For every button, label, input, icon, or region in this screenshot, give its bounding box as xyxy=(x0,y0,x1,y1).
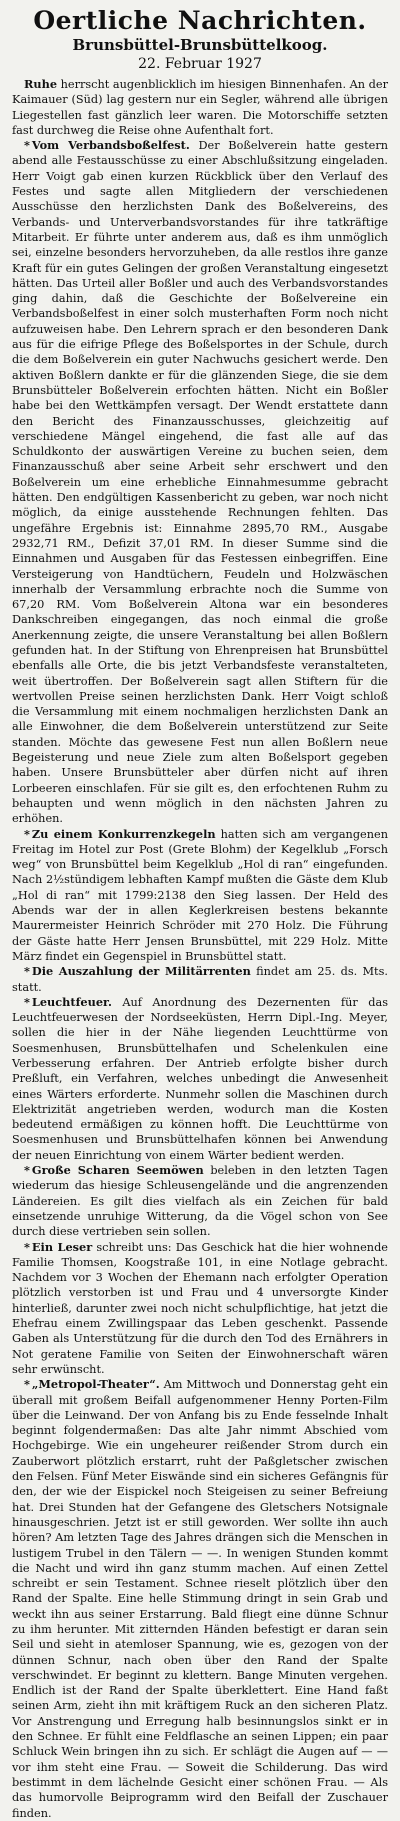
bullet-star: * xyxy=(24,826,30,841)
article-lead: Leuchtfeuer. xyxy=(31,994,112,1009)
article-lead: Zu einem Konkurrenzkegeln xyxy=(31,826,216,841)
article-text: hatten sich am vergangenen Freitag im Hotel zur Post (Grete Blohm) der Kegelklub „Forsch weg“ von Brunsbüttel beim Kegelklub „Hol di ran“ eingefunden. Nach 2½stündigem lebhaften Kampf mußten die Gäste dem Klub „Hol di ran“ mit 1799:2138 den Sieg lassen. Der Held des Abends war der in allen Keglerkreisen bestens bekannte Maurermeister Heinrich Schröder mit 270 Holz. Die Führung der Gäste hatte Herr Jensen Brunsbüttel, mit 229 Holz. Mitte März findet ein Gegenspiel in Brunsbüttel statt. xyxy=(12,827,388,963)
article-leuchtfeuer xyxy=(12,995,388,1163)
article-text: beleben in den letzten Tagen wiederum das hiesige Schleusengelände und die angrenzenden Ländereien. Es gilt dies vielfach als ein Zeichen für bald einsetzende unruhige Witterung, da die Vögel schon von See durch diese vertrieben sein sollen. xyxy=(12,1164,389,1239)
article-text: Auf Anordnung des Dezernenten für das Leuchtfeuerwesen der Nordseeküsten, Herrn Dipl.-Ing. Meyer, sollen die hier in der Nähe liegenden Leuchttürme von Soesmenhusen, Brunsbüttelhafen und Schelenkulen eine Verbesserung erfahren. Der Antrieb erfolgte bisher durch Preßluft, ein Verfahren, welches unbedingt die Anwesenheit eines Wärters erforderte. Nunmehr sollen die Maschinen durch Elektrizität angetrieben werden, wodurch man die Kosten bedeutend ermäßigen zu können hofft. Die Leuchttürme von Soesmenhusen und Brunsbüttelhafen können bei Anwendung der neuen Einrichtung von einem Wärter bedient werden. xyxy=(12,995,388,1162)
article-seemoewen xyxy=(12,1163,388,1239)
article-lead: Ein Leser xyxy=(31,1239,93,1254)
article-text: schreibt uns: Das Geschick hat die hier wohnende Familie Thomsen, Koogstraße 101, in eine Notlage gebracht. Nachdem vor 3 Wochen der Ehemann nach erfolgter Operation plötzlich verstorben ist und Frau und 4 unversorgte Kinder hinterließ, darunter zwei noch nicht schulpflichtige, hat jetzt die Ehefrau einem Zwillingspaar das Leben geschenkt. Passende Gaben als Unterstützung für die durch den Tod des Ernährers in Not geratene Familie von Seiten der Einwohnerschaft wären sehr erwünscht. xyxy=(12,1240,388,1376)
article-text: findet am 25. ds. Mts. statt. xyxy=(12,965,388,994)
bullet-star: * xyxy=(24,994,30,1009)
article-text: herrscht augenblicklich im hiesigen Binnenhafen. An der Kaimauer (Süd) lag gestern nur ein Segler, während alle übrigen Liegestellen fast gänzlich leer waren. Die Motorschiffe setzten fast durchweg die Reise ohne Aufenthalt fort. xyxy=(12,78,388,137)
article-leser xyxy=(12,1240,388,1378)
article-lead: Die Auszahlung der Militärrenten xyxy=(31,964,251,979)
issue-date: 22. Februar 1927 xyxy=(138,56,262,72)
bullet-star: * xyxy=(24,1239,30,1254)
article-konkurrenzkegeln xyxy=(12,827,388,965)
section-title: Oertliche Nachrichten. xyxy=(33,6,367,35)
article-ruhe xyxy=(12,77,388,138)
bullet-star: * xyxy=(24,138,30,153)
article-lead: Große Scharen Seemöwen xyxy=(31,1163,204,1178)
article-text: Am Mittwoch und Donnerstag geht ein überall mit großem Beifall aufgenommener Henny Porten-Film über die Leinwand. Der von Anfang bis zu Ende fesselnde Inhalt beginnt folgendermaßen: Das alte Jahr nimmt Abschied vom Hochgebirge. Wie ein ungeheurer reißender Strom durch ein Zauberwort plötzlich erstarrt, ruht der Paßgletscher zwischen den Felsen. Fünf Meter Eiswände sind ein sicheres Gefängnis für den, der wie der Eispickel noch Steigeisen zu seiner Befreiung hat. Drei Stunden hat der Gefangene des Gletschers Notsignale hinausgeschrien. Jetzt ist er still geworden. Wer sollte ihn auch hören? Am letzten Tage des Jahres drängen sich die Menschen in lustigem Trubel in den Tälern — —. In wenigen Stunden kommt die Nacht und wird ihn ganz stumm machen. Auf einen Zettel schreibt er sein Testament. Schnee rieselt plötzlich über den Rand der Spalte. Eine helle Stimmung dringt in sein Grab und weckt ihn aus seiner Erstarrung. Bald fliegt eine dünne Schnur zu ihm herunter. Mit zitternden Händen befestigt er daran sein Seil und sieht in atemloser Spannung, wie es, gezogen von der dünnen Schnur, nach oben über den Rand der Spalte verschwindet. Er beginnt zu klettern. Bange Minuten vergehen. Endlich ist der Rand der Spalte überklettert. Eine Hand faßt seinen Arm, zieht ihn mit kräftigem Ruck an den sicheren Platz. Vor Anstrengung und Erregung halb besinnungslos sinkt er in den Schnee. Er fühlt eine Feldflasche an seinen Lippen; ein paar Schluck Wein bringen ihn zu sich. Er schlägt die Augen auf — — vor ihm steht eine Frau. — Soweit die Schilderung. Das wird bestimmt in dem lächelnde Gesicht einer schönen Frau. — Als das humorvolle Beiprogramm wird den Beifall der Zuschauer finden. xyxy=(12,1378,388,1820)
article-lead: „Metropol-Theater“. xyxy=(31,1377,160,1392)
bullet-star: * xyxy=(24,1377,30,1392)
article-text: Der Boßelverein hatte gestern abend alle Festausschüsse zu einer Abschlußsitzung eingeladen. Herr Voigt gab einen kurzen Rückblick über den Verlauf des Festes und sagte allen Mitgliedern der verschiedenen Ausschüsse den herzlichsten Dank des Boßelvereins, des Verbands- und Unterverbandsvorstandes für ihre tatkräftige Mitarbeit. Er führte unter anderem aus, daß es ihm unmöglich sei, einzelne besonders hervorzuheben, da alle restlos ihre ganze Kraft für ein gutes Gelingen der großen Veranstaltung eingesetzt hätten. Das Urteil aller Boßler und auch des Verbandsvorstandes ging dahin, daß die Geschichte der Boßelvereine ein Verbandsboßelfest in einer solch musterhaften Form noch nicht aufzuweisen habe. Den Lehrern sprach er den besonderen Dank aus für die eifrige Pflege des Boßelsportes in der Schule, durch die dem Boßelverein ein guter Nachwuchs gesichert werde. Den aktiven Boßlern dankte er für die glänzenden Siege, die sie dem Brunsbütteler Boßelverein erfochten hätten. Nicht ein Boßler habe bei den Wettkämpfen versagt. Der Wendt erstattete dann den Bericht des Finanzausschusses, gleichzeitig auf verschiedene Mängel eingehend, die fast alle auf das Schuldkonto der auswärtigen Vereine zu buchen seien, dem Finanzausschuß aber seine Arbeit sehr erschwert und den Boßelverein um eine erhebliche Einnahmesumme gebracht hätten. Den endgültigen Kassenbericht zu geben, war noch nicht möglich, da einige ausstehende Rechnungen fehlten. Das ungefähre Ergebnis ist: Einnahme 2895,70 RM., Ausgabe 2932,71 RM., Defizit 37,01 RM. In dieser Summe sind die Einnahmen und Ausgaben für das Festessen einbegriffen. Eine Versteigerung von Handtüchern, Feudeln und Holzwäschen innerhalb der Versammlung erbrachte noch die Summe von 67,20 RM. Vom Boßelverein Altona war ein besonderes Dankschreiben eingegangen, das noch einmal die große Anerkennung zeigte, die unsere Veranstaltung bei allen Boßlern gefunden hat. In der Stiftung von Ehrenpreisen hat Brunsbüttel ebenfalls alle Orte, die bis jetzt Verbandsfeste veranstalteten, weit übertroffen. Der Boßelverein sagt allen Stiftern für die wertvollen Preise seinen herzlichsten Dank. Herr Voigt schloß die Versammlung mit einem nochmaligen herzlichsten Dank an alle Einwohner, die dem Boßelverein unterstützend zur Seite standen. Möchte das gewesene Fest nun allen Boßlern neue Begeisterung und neue Ziele zum alten Boßelsport gegeben haben. Unsere Brunsbütteler aber dürfen nicht auf ihren Lorbeeren einschlafen. Für sie gilt es, den erfochtenen Ruhm zu behaupten und wenn möglich in den nächsten Jahren zu erhöhen. xyxy=(12,139,389,826)
article-militaerrenten xyxy=(12,964,388,995)
bullet-star: * xyxy=(24,1163,30,1178)
article-column xyxy=(12,77,388,1821)
bullet-star: * xyxy=(24,964,30,979)
article-lead: Ruhe xyxy=(24,77,58,91)
article-verbandsbosselfest xyxy=(12,138,388,826)
article-metropol-theater xyxy=(12,1377,388,1821)
dateline: Brunsbüttel-Brunsbüttelkoog. xyxy=(72,36,328,54)
article-lead: Vom Verbandsboßelfest. xyxy=(31,138,190,153)
